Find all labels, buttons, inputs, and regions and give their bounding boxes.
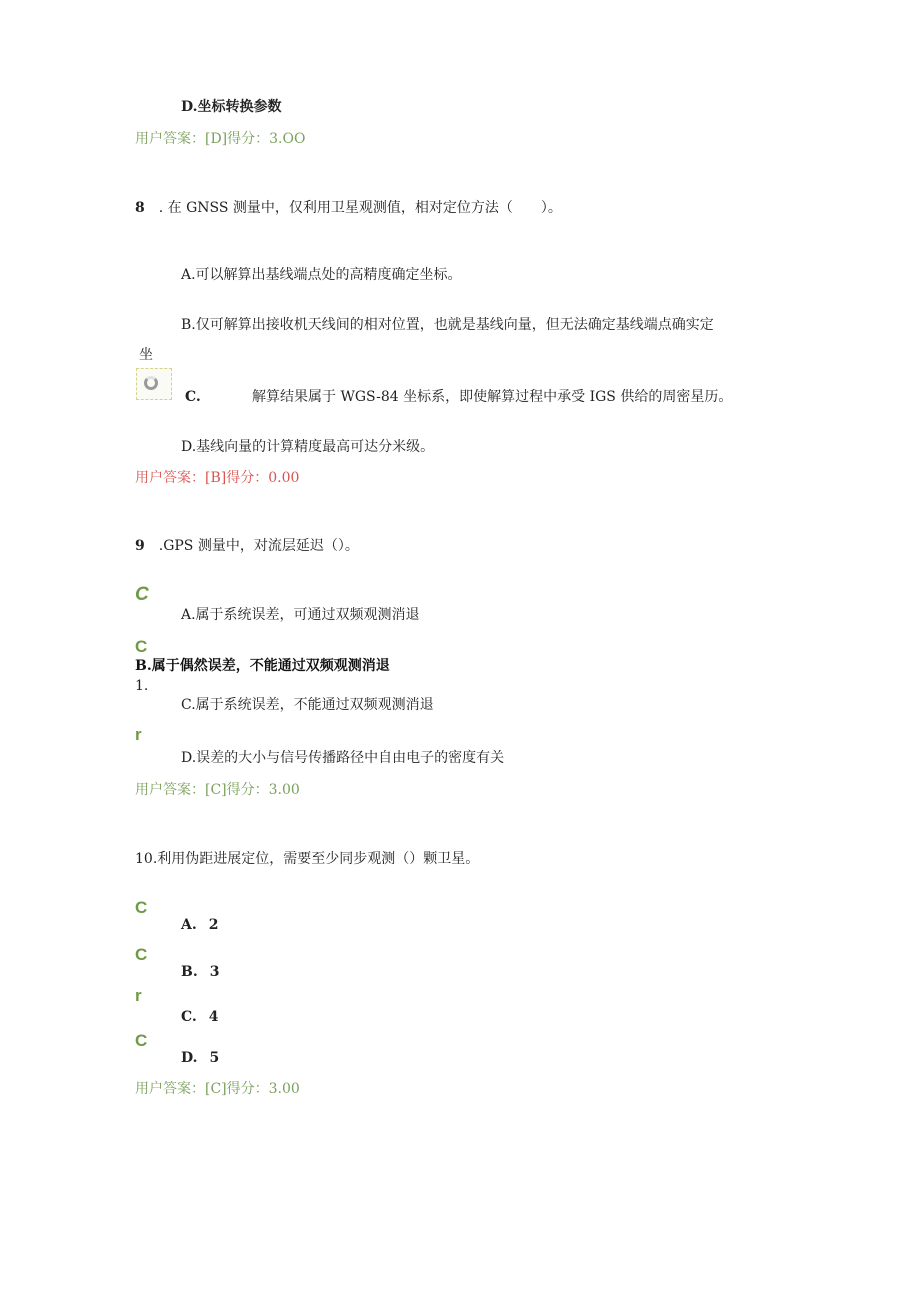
q9-option-a-radio-icon[interactable]: C bbox=[135, 584, 149, 605]
q8-option-c-letter: C. bbox=[185, 389, 201, 405]
q10-option-c-radio-icon[interactable]: r bbox=[135, 986, 142, 1005]
q10-option-a bbox=[181, 916, 219, 934]
q8-user-answer: 用户答案：[B]得分：0.00 bbox=[135, 470, 300, 486]
q10-option-a-label: A. bbox=[181, 917, 197, 933]
q10-question: 10.利用伪距进展定位，需要至少同步观测（）颗卫星。 bbox=[135, 851, 480, 867]
q10-option-b-value: 3 bbox=[209, 964, 220, 980]
q8-option-b: B.仅可解算出接收机天线间的相对位置，也就是基线向量，但无法确定基线端点确实定 bbox=[181, 317, 714, 333]
loading-spinner-icon bbox=[144, 376, 158, 390]
q10-option-c-label: C. bbox=[181, 1009, 197, 1025]
q7-user-answer: 用户答案：[D]得分：3.OO bbox=[135, 131, 306, 147]
q9-stem: .GPS 测量中，对流层延迟（）。 bbox=[158, 538, 359, 554]
q8-question bbox=[135, 199, 562, 217]
q8-stem: . 在 GNSS 测量中，仅利用卫星观测值，相对定位方法（ ）。 bbox=[158, 200, 562, 216]
q7-option-d: D.坐标转换参数 bbox=[181, 99, 282, 115]
q10-option-d-value: 5 bbox=[209, 1050, 220, 1066]
q9-option-d-radio-icon[interactable]: r bbox=[135, 725, 142, 744]
q8-option-a: A.可以解算出基线端点处的高精度确定坐标。 bbox=[181, 267, 462, 283]
q10-option-a-radio-icon[interactable]: C bbox=[135, 898, 148, 917]
q10-option-b-label: B. bbox=[181, 964, 198, 980]
q9-option-a: A.属于系统误差，可通过双频观测消退 bbox=[181, 607, 420, 623]
q10-option-d-label: D. bbox=[181, 1050, 198, 1066]
q10-option-d-radio-icon[interactable]: C bbox=[135, 1031, 148, 1050]
q9-user-answer: 用户答案：[C]得分：3.00 bbox=[135, 782, 300, 798]
q10-option-d bbox=[181, 1049, 219, 1067]
q9-list-marker: 1. bbox=[135, 678, 149, 694]
q8-option-d: D.基线向量的计算精度最高可达分米级。 bbox=[181, 439, 435, 455]
q9-option-d: D.误差的大小与信号传播路径中自由电子的密度有关 bbox=[181, 750, 505, 766]
q10-user-answer: 用户答案：[C]得分：3.00 bbox=[135, 1081, 300, 1097]
q10-option-c bbox=[181, 1008, 219, 1026]
q10-option-b-radio-icon[interactable]: C bbox=[135, 945, 148, 964]
q9-option-b-radio-icon[interactable]: C bbox=[135, 637, 148, 656]
q10-option-b bbox=[181, 963, 219, 981]
q9-option-c: C.属于系统误差，不能通过双频观测消退 bbox=[181, 697, 434, 713]
q8-number: 8 bbox=[135, 200, 145, 216]
q9-number: 9 bbox=[135, 538, 145, 554]
q9-question bbox=[135, 537, 359, 555]
q10-option-c-value: 4 bbox=[208, 1009, 219, 1025]
q8-option-b-wrap: 坐 bbox=[139, 347, 153, 363]
q9-option-b: B.属于偶然误差，不能通过双频观测消退 bbox=[135, 658, 390, 674]
q10-option-a-value: 2 bbox=[208, 917, 219, 933]
q8-option-c-text: 解算结果属于 WGS-84 坐标系，即使解算过程中承受 IGS 供给的周密星历。 bbox=[252, 389, 733, 405]
q8-option-c-radio[interactable] bbox=[136, 368, 172, 400]
